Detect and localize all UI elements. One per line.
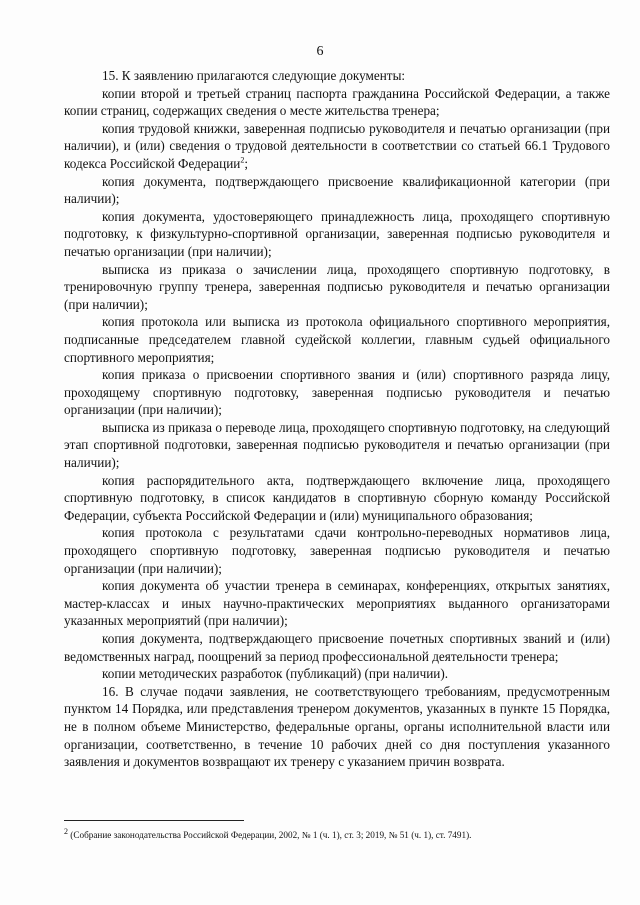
paragraph-transfer-order: выписка из приказа о переводе лица, проходящего спортивную подготовку, на следующий этап спортивной подготовки, заверенная подписью руководителя и печатью организации (при наличии); [64, 419, 610, 471]
paragraph-national-team-candidates: копия распорядительного акта, подтверждающего включение лица, проходящего спортивную подготовку, в список кандидатов в спортивную сборную команду Российской Федерации, субъекта Российской Федерации и (или) муниципального образования; [64, 472, 610, 523]
document-body [64, 67, 610, 771]
footnote-text: (Собрание законодательства Российской Федерации, 2002, № 1 (ч. 1), ст. 3; 2019, № 51 (ч. 1), ст. 7491). [70, 830, 472, 840]
paragraph-competition-protocol: копия протокола или выписка из протокола официального спортивного мероприятия, подписанные председателем главной судейской коллегии, главным судьей официального спортивного мероприятия; [64, 314, 610, 365]
paragraph-qualification-category: копия документа, подтверждающего присвоение квалификационной категории (при наличии); [64, 173, 610, 207]
paragraph-sports-rank-order: копия приказа о присвоении спортивного звания и (или) спортивного разряда лицу, проходящему спортивную подготовку, заверенная подписью руководителя и печатью организации (при наличии); [64, 367, 610, 418]
paragraph-passport-copies: копии второй и третьей страниц паспорта гражданина Российской Федерации, а также копии страниц, содержащих сведения о месте жительства тренера; [64, 85, 610, 119]
footnote-reference-suffix: ; [244, 155, 248, 171]
paragraph-16-return-of-documents: 16. В случае подачи заявления, не соответствующего требованиям, предусмотренным пунктом 14 Порядка, или представления тренером документов, указанных в пункте 15 Порядка, не в полном объеме Министерство, федеральные органы, органы исполнительной власти или организации, соответственно, в течение 10 рабочих дней со дня поступления указанного заявления и документов возвращают их тренеру с указанием причин возврата. [64, 683, 610, 770]
paragraph-honorary-titles: копия документа, подтверждающего присвоение почетных спортивных званий и (или) ведомственных наград, поощрений за период профессиональной деятельности тренера; [64, 631, 610, 664]
paragraph-organization-membership: копия документа, удостоверяющего принадлежность лица, проходящего спортивную подготовку, к физкультурно-спортивной организации, заверенная подписью руководителя и печатью организации (при наличии); [64, 208, 610, 259]
footnote-separator [64, 820, 244, 821]
paragraph-seminar-participation: копия документа об участии тренера в семинарах, конференциях, открытых занятиях, мастер-классах и иных научно-практических мероприятиях выданного организаторами указанных мероприятий (при наличии); [64, 578, 610, 629]
footnote [64, 826, 610, 841]
paragraph-methodical-works: копии методических разработок (публикаций) (при наличии). [102, 666, 449, 682]
paragraph-labor-book-text: копия трудовой книжки, заверенная подписью руководителя и печатью организации (при наличии), и (или) сведения о трудовой деятельности в соответствии со статьей 66.1 Трудового кодекса Российской Федерации [64, 120, 610, 171]
page-number: 6 [316, 44, 324, 59]
footnote-reference: 2 [240, 155, 245, 165]
paragraph-15-heading: 15. К заявлению прилагаются следующие документы: [102, 68, 406, 83]
paragraph-control-standards-protocol: копия протокола с результатами сдачи контрольно-переводных нормативов лица, проходящего спортивную подготовку, заверенная подписью руководителя и печатью организации (при наличии); [64, 525, 610, 576]
footnote-marker: 2 [64, 826, 68, 836]
paragraph-enrollment-order: выписка из приказа о зачислении лица, проходящего спортивную подготовку, в тренировочную группу тренера, заверенная подписью руководителя и печатью организации (при наличии); [64, 261, 610, 312]
paragraph-labor-book [64, 120, 610, 173]
